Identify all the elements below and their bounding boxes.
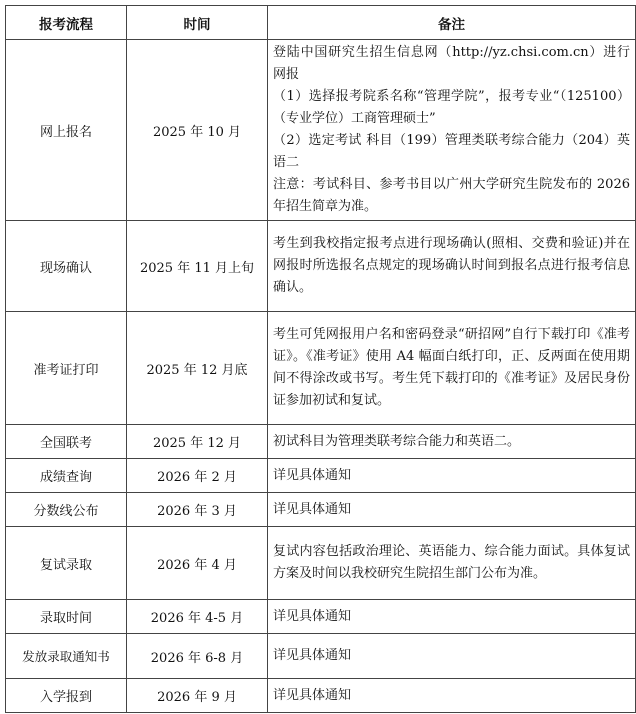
row-process: 网上报名 [6,40,127,221]
table-row [6,459,636,493]
admission-schedule-table [5,5,636,713]
row-time: 2026 年 2 月 [127,459,268,493]
header-process: 报考流程 [6,6,127,40]
row-note [268,493,636,527]
note-line: 考生到我校指定报考点进行现场确认(照相、交费和验证)并在网报时所选报名点规定的现场确认时间到报名点进行报考信息确认。 [273,236,630,295]
row-process: 复试录取 [6,527,127,600]
row-time: 2026 年 6-8 月 [127,634,268,679]
table-row [6,679,636,713]
table-row [6,527,636,600]
table-row [6,600,636,634]
row-note [268,634,636,679]
row-time: 2025 年 11 月上旬 [127,221,268,312]
row-note [268,221,636,312]
row-time: 2026 年 9 月 [127,679,268,713]
table-row [6,425,636,459]
note-line: 详见具体通知 [273,648,352,663]
row-note [268,527,636,600]
row-process: 发放录取通知书 [6,634,127,679]
table-header-row [6,6,636,40]
note-line: 详见具体通知 [273,608,352,624]
note-line: 详见具体通知 [273,501,352,517]
row-note [268,600,636,634]
row-note [268,425,636,459]
row-note [268,312,636,425]
table-row [6,221,636,312]
table-row [6,312,636,425]
row-note [268,679,636,713]
row-time: 2025 年 12 月底 [127,312,268,425]
note-line: （1）选择报考院系名称“管理学院”，报考专业“（125100）（专业学位）工商管理硕士” [273,89,630,126]
row-process: 录取时间 [6,600,127,634]
row-time: 2025 年 12 月 [127,425,268,459]
row-process: 现场确认 [6,221,127,312]
note-line: 初试科目为管理类联考综合能力和英语二。 [273,433,521,449]
row-process: 入学报到 [6,679,127,713]
note-line: （2）选定考试 科目（199）管理类联考综合能力（204）英语二 [273,133,630,170]
table-row [6,634,636,679]
row-time: 2026 年 4-5 月 [127,600,268,634]
row-process: 分数线公布 [6,493,127,527]
note-line: 登陆中国研究生招生信息网（http://yz.chsi.com.cn）进行网报 [273,45,630,82]
table-row [6,493,636,527]
row-process: 准考证打印 [6,312,127,425]
row-note [268,459,636,493]
header-note: 备注 [268,6,636,40]
row-process: 成绩查询 [6,459,127,493]
header-time: 时间 [127,6,268,40]
note-line: 复试内容包括政治理论、英语能力、综合能力面试。具体复试方案及时间以我校研究生院招生部门公布为准。 [273,544,630,581]
row-time: 2026 年 4 月 [127,527,268,600]
row-note [268,40,636,221]
note-line: 详见具体通知 [273,687,352,703]
row-time: 2026 年 3 月 [127,493,268,527]
row-process: 全国联考 [6,425,127,459]
note-line: 注意：考试科目、参考书目以广州大学研究生院发布的 2026 年招生简章为准。 [273,177,630,214]
note-line: 考生可凭网报用户名和密码登录“研招网”自行下载打印《准考证》。《准考证》使用 A4 幅面白纸打印，正、反两面在使用期间不得涂改或书写。考生凭下载打印的《准考证》及居民身份证参加初试和复试。 [273,327,630,408]
row-time: 2025 年 10 月 [127,40,268,221]
note-line: 详见具体通知 [273,467,352,483]
table-row [6,40,636,221]
